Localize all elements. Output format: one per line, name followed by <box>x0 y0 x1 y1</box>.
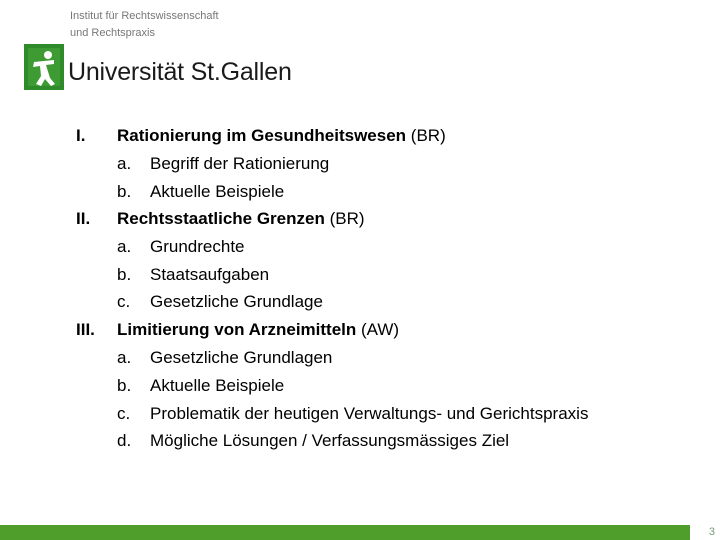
hsg-emblem-icon <box>24 44 64 90</box>
institute-name <box>70 8 219 42</box>
item-letter: c. <box>117 292 131 311</box>
institute-line-1: Institut für Rechtswissenschaft <box>70 10 219 22</box>
section-author: (BR) <box>410 126 446 145</box>
item-letter: b. <box>117 376 132 395</box>
section-author: (AW) <box>361 320 400 339</box>
section-heading <box>117 209 365 229</box>
section-title: Limitierung von Arzneimitteln <box>117 320 357 339</box>
item-letter: b. <box>117 182 132 201</box>
section-number: II. <box>76 209 91 228</box>
section-number: I. <box>76 126 86 145</box>
section-number: III. <box>76 320 95 339</box>
section-title: Rationierung im Gesundheitswesen <box>117 126 407 145</box>
item-letter: c. <box>117 404 131 423</box>
item-text: Grundrechte <box>150 237 245 256</box>
section-title: Rechtsstaatliche Grenzen <box>117 209 325 228</box>
item-text: Problematik der heutigen Verwaltungs- und Gerichtspraxis <box>150 404 589 423</box>
footer-accent-bar <box>0 525 690 540</box>
item-text: Gesetzliche Grundlage <box>150 292 323 311</box>
section-heading <box>117 320 399 340</box>
section-author: (BR) <box>329 209 365 228</box>
item-text: Aktuelle Beispiele <box>150 182 285 201</box>
item-letter: a. <box>117 237 132 256</box>
item-letter: a. <box>117 154 132 173</box>
item-text: Staatsaufgaben <box>150 265 270 284</box>
page-number: 3 <box>708 526 715 538</box>
item-letter: d. <box>117 431 132 450</box>
item-text: Begriff der Rationierung <box>150 154 330 173</box>
item-letter: a. <box>117 348 132 367</box>
institute-line-2: und Rechtspraxis <box>70 27 155 39</box>
university-name: Universität St.Gallen <box>68 58 292 86</box>
section-heading <box>117 126 446 146</box>
item-letter: b. <box>117 265 132 284</box>
item-text: Gesetzliche Grundlagen <box>150 348 333 367</box>
item-text: Mögliche Lösungen / Verfassungsmässiges Ziel <box>150 431 510 450</box>
item-text: Aktuelle Beispiele <box>150 376 285 395</box>
